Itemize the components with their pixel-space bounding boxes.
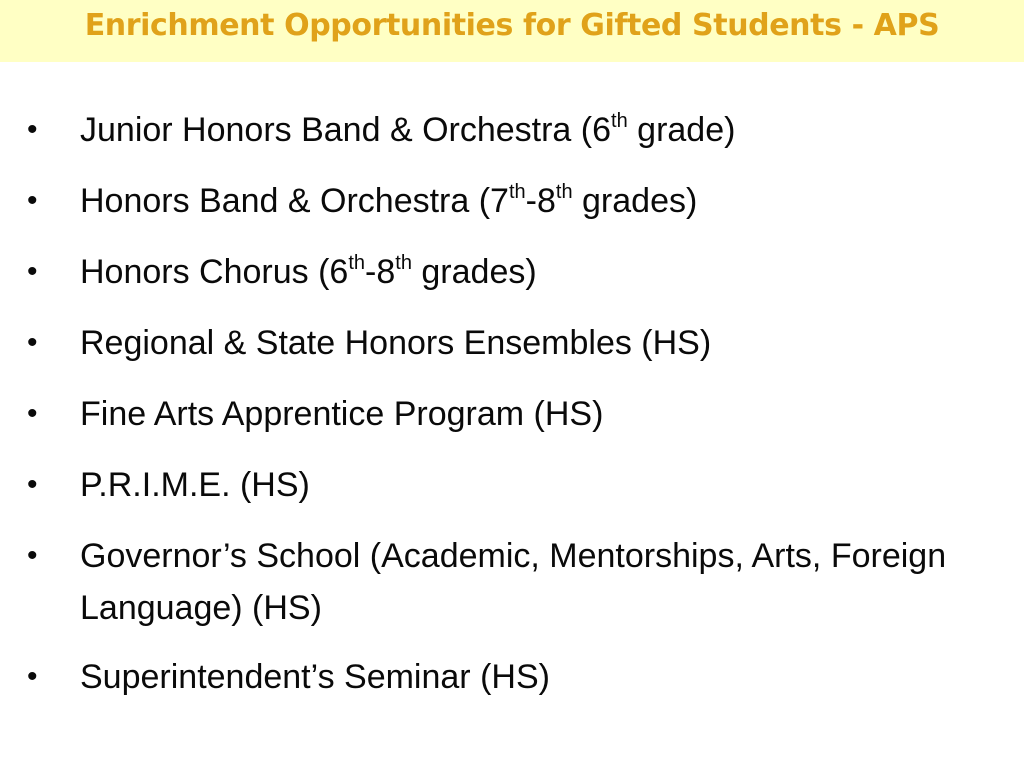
bullet-item bbox=[0, 317, 1024, 369]
text-segment: Superintendent’s Seminar (HS) bbox=[80, 658, 550, 696]
text-segment: Honors Band & Orchestra (7 bbox=[80, 182, 509, 220]
text-segment: P.R.I.M.E. (HS) bbox=[80, 466, 310, 504]
slide-title: Enrichment Opportunities for Gifted Students - APS bbox=[84, 8, 940, 43]
bullet-item bbox=[0, 175, 1024, 227]
bullet-dot-icon: • bbox=[27, 326, 38, 359]
text-segment: Governor’s School (Academic, Mentorships, Arts, Foreign Language) (HS) bbox=[80, 537, 947, 627]
text-segment: Honors Chorus (6 bbox=[80, 253, 349, 291]
bullet-list bbox=[0, 104, 1024, 722]
bullet-dot-icon: • bbox=[27, 660, 38, 693]
superscript-text: th bbox=[611, 110, 628, 132]
text-segment: Fine Arts Apprentice Program (HS) bbox=[80, 395, 604, 433]
bullet-dot-icon: • bbox=[27, 255, 38, 288]
superscript-text: th bbox=[508, 181, 526, 203]
bullet-dot-icon: • bbox=[27, 184, 38, 217]
bullet-item-text bbox=[80, 253, 537, 291]
bullet-item-text bbox=[80, 111, 735, 149]
text-segment: -8 bbox=[525, 182, 556, 220]
text-segment: Regional & State Honors Ensembles (HS) bbox=[80, 324, 712, 362]
bullet-item bbox=[0, 388, 1024, 440]
bullet-item-text bbox=[80, 324, 711, 362]
bullet-item bbox=[0, 651, 1024, 703]
bullet-item-text bbox=[80, 537, 946, 627]
bullet-item-text bbox=[80, 466, 310, 504]
bullet-item bbox=[0, 459, 1024, 511]
text-segment: grades) bbox=[572, 182, 698, 220]
title-bar bbox=[0, 0, 1024, 62]
superscript-text: th bbox=[555, 181, 573, 203]
text-segment: grade) bbox=[627, 111, 736, 149]
bullet-item bbox=[0, 246, 1024, 298]
text-segment: -8 bbox=[365, 253, 396, 291]
superscript-text: th bbox=[395, 252, 412, 274]
bullet-dot-icon: • bbox=[27, 113, 38, 146]
bullet-dot-icon: • bbox=[27, 397, 38, 430]
bullet-dot-icon: • bbox=[27, 539, 38, 572]
bullet-item-text bbox=[80, 395, 603, 433]
bullet-item-text bbox=[80, 658, 550, 696]
bullet-item bbox=[0, 530, 1024, 634]
text-segment: grades) bbox=[411, 253, 537, 291]
bullet-item-text bbox=[80, 182, 697, 220]
superscript-text: th bbox=[348, 252, 366, 274]
bullet-item bbox=[0, 104, 1024, 156]
text-segment: Junior Honors Band & Orchestra (6 bbox=[80, 111, 612, 149]
bullet-dot-icon: • bbox=[27, 468, 38, 501]
